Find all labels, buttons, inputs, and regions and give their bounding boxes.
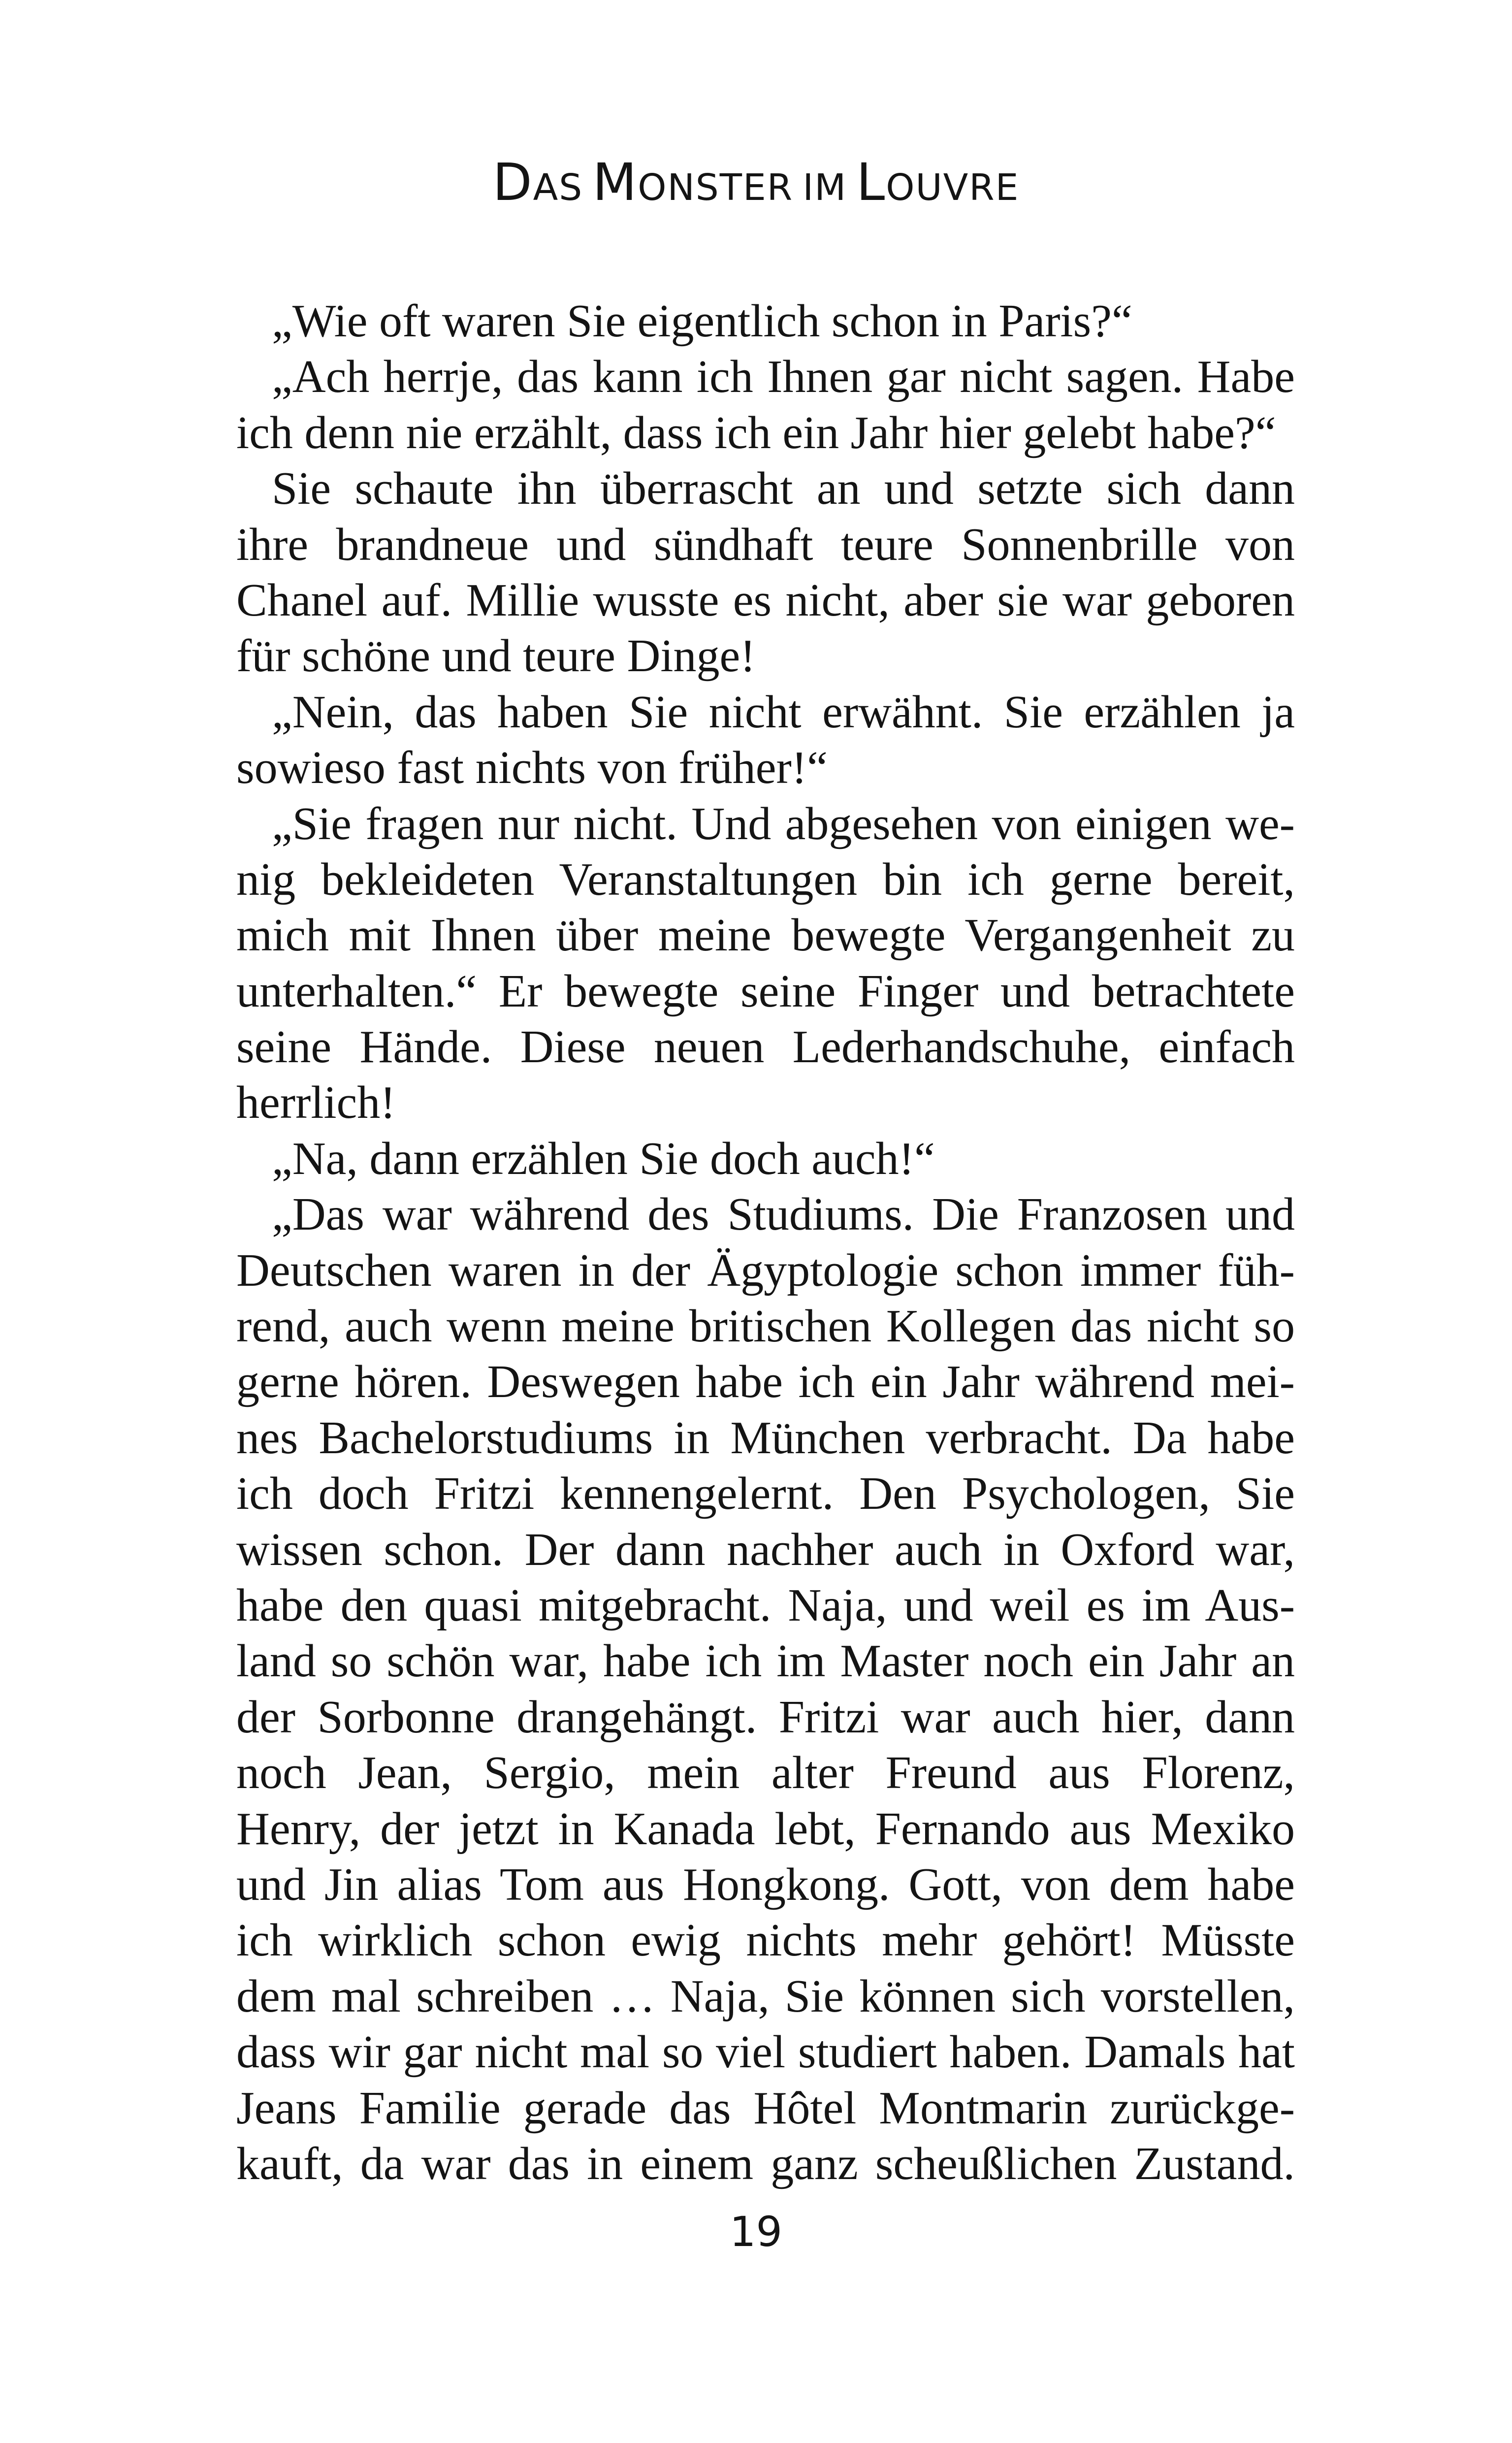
text-line: dass wir gar nicht mal so viel studiert haben. Damals hat: [236, 2026, 1295, 2078]
text-line: ich wirklich schon ewig nichts mehr gehört! Müsste: [236, 1915, 1295, 1966]
text-line: sowieso fast nichts von früher!“: [236, 742, 828, 794]
text-line: dem mal schreiben … Naja, Sie können sich vorstellen,: [236, 1970, 1295, 2022]
text-line: Jeans Familie gerade das Hôtel Montmarin zurückge-: [236, 2082, 1295, 2134]
text-line: wissen schon. Der dann nachher auch in Oxford war,: [236, 1524, 1295, 1575]
text-line: ihre brandneue und sündhaft teure Sonnenbrille von: [236, 519, 1295, 570]
text-line: und Jin alias Tom aus Hongkong. Gott, von dem habe: [236, 1858, 1295, 1910]
text-line: „Wie oft waren Sie eigentlich schon in Paris?“: [272, 295, 1132, 347]
text-line: Sie schaute ihn überrascht an und setzte sich dann: [272, 463, 1295, 515]
body-text: [236, 293, 1295, 2192]
text-line: ich denn nie erzählt, dass ich ein Jahr hier gelebt habe?“: [236, 407, 1276, 458]
header-word: IM: [803, 166, 847, 209]
text-line: Henry, der jetzt in Kanada lebt, Fernando aus Mexiko: [236, 1803, 1295, 1855]
page-number: 19: [730, 2208, 782, 2256]
text-line: „Ach herrje, das kann ich Ihnen gar nicht sagen. Habe: [272, 351, 1295, 403]
text-line: rend, auch wenn meine britischen Kollegen das nicht so: [236, 1301, 1295, 1352]
text-line: unterhalten.“ Er bewegte seine Finger und betrachtete: [236, 965, 1295, 1017]
text-line: nes Bachelorstudiums in München verbracht. Da habe: [236, 1412, 1295, 1464]
text-line: noch Jean, Sergio, mein alter Freund aus Florenz,: [236, 1747, 1295, 1799]
text-line: nig bekleideten Veranstaltungen bin ich gerne bereit,: [236, 853, 1295, 905]
text-line: „Sie fragen nur nicht. Und abgesehen von einigen we-: [272, 798, 1295, 849]
text-line: land so schön war, habe ich im Master noch ein Jahr an: [236, 1635, 1295, 1687]
text-line: mich mit Ihnen über meine bewegte Vergangenheit zu: [236, 910, 1295, 961]
text-line: ich doch Fritzi kennengelernt. Den Psychologen, Sie: [236, 1468, 1295, 1520]
header-word: LOUVRE: [856, 152, 1020, 212]
text-line: „Das war während des Studiums. Die Franzosen und: [272, 1189, 1295, 1240]
text-line: der Sorbonne drangehängt. Fritzi war auch hier, dann: [236, 1691, 1295, 1743]
header-word: DAS: [492, 152, 583, 212]
text-line: herrlich!: [236, 1077, 396, 1129]
text-line: habe den quasi mitgebracht. Naja, und weil es im Aus-: [236, 1579, 1295, 1631]
text-line: für schöne und teure Dinge!: [236, 630, 756, 682]
text-line: gerne hören. Deswegen habe ich ein Jahr während mei-: [236, 1356, 1295, 1408]
text-line: Chanel auf. Millie wusste es nicht, aber sie war geboren: [236, 574, 1295, 626]
text-line: „Nein, das haben Sie nicht erwähnt. Sie erzählen ja: [272, 686, 1295, 738]
text-line: seine Hände. Diese neuen Lederhandschuhe, einfach: [236, 1021, 1295, 1073]
text-line: kauft, da war das in einem ganz scheußlichen Zustand.: [236, 2138, 1295, 2189]
header-word: MONSTER: [592, 152, 794, 212]
text-line: Deutschen waren in der Ägyptologie schon immer füh-: [236, 1244, 1295, 1296]
running-header: [0, 152, 1512, 212]
text-line: „Na, dann erzählen Sie doch auch!“: [272, 1133, 935, 1184]
